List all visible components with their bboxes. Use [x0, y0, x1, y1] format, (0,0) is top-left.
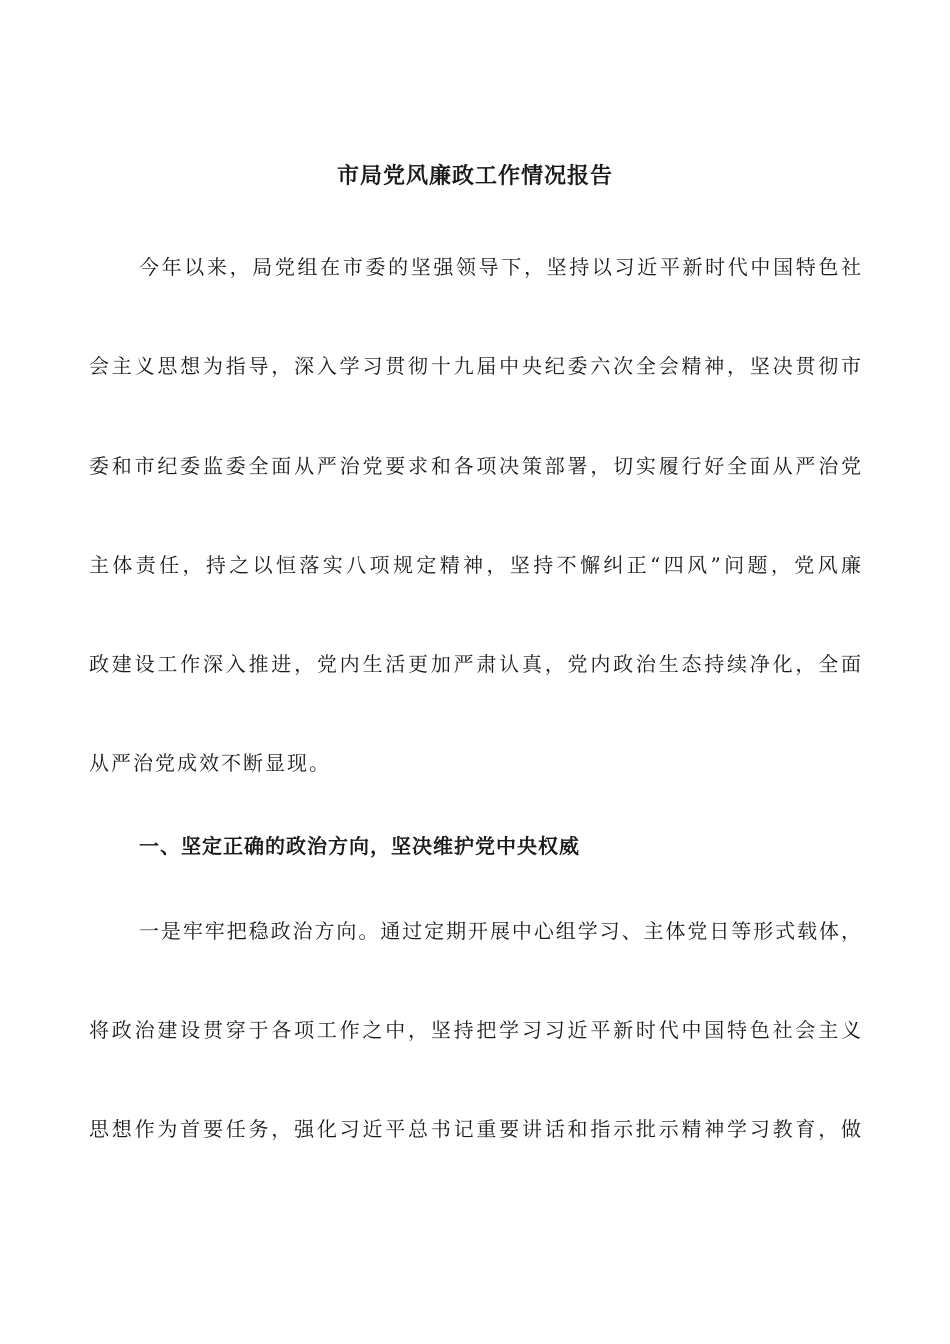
paragraph-line: 会主义思想为指导，深入学习贯彻十九届中央纪委六次全会精神，坚决贯彻市: [89, 354, 861, 378]
paragraph-line: 一是牢牢把稳政治方向。通过定期开展中心组学习、主体党日等形式载体，: [139, 919, 861, 943]
paragraph-line: 从严治党成效不断显现。: [89, 751, 331, 775]
paragraph-line: 委和市纪委监委全面从严治党要求和各项决策部署，切实履行好全面从严治党: [89, 454, 861, 478]
paragraph-line: 今年以来，局党组在市委的坚强领导下，坚持以习近平新时代中国特色社: [139, 255, 861, 279]
section-heading: 一、坚定正确的政治方向，坚决维护党中央权威: [139, 834, 580, 858]
paragraph-line: 主体责任，持之以恒落实八项规定精神，坚持不懈纠正“四风”问题，党风廉: [89, 553, 861, 577]
paragraph-line: 思想作为首要任务，强化习近平总书记重要讲话和指示批示精神学习教育，做: [89, 1117, 861, 1141]
paragraph-line: 将政治建设贯穿于各项工作之中，坚持把学习习近平新时代中国特色社会主义: [89, 1018, 861, 1042]
paragraph-line: 政建设工作深入推进，党内生活更加严肃认真，党内政治生态持续净化，全面: [89, 652, 861, 676]
document-title: 市局党风廉政工作情况报告: [336, 163, 613, 189]
